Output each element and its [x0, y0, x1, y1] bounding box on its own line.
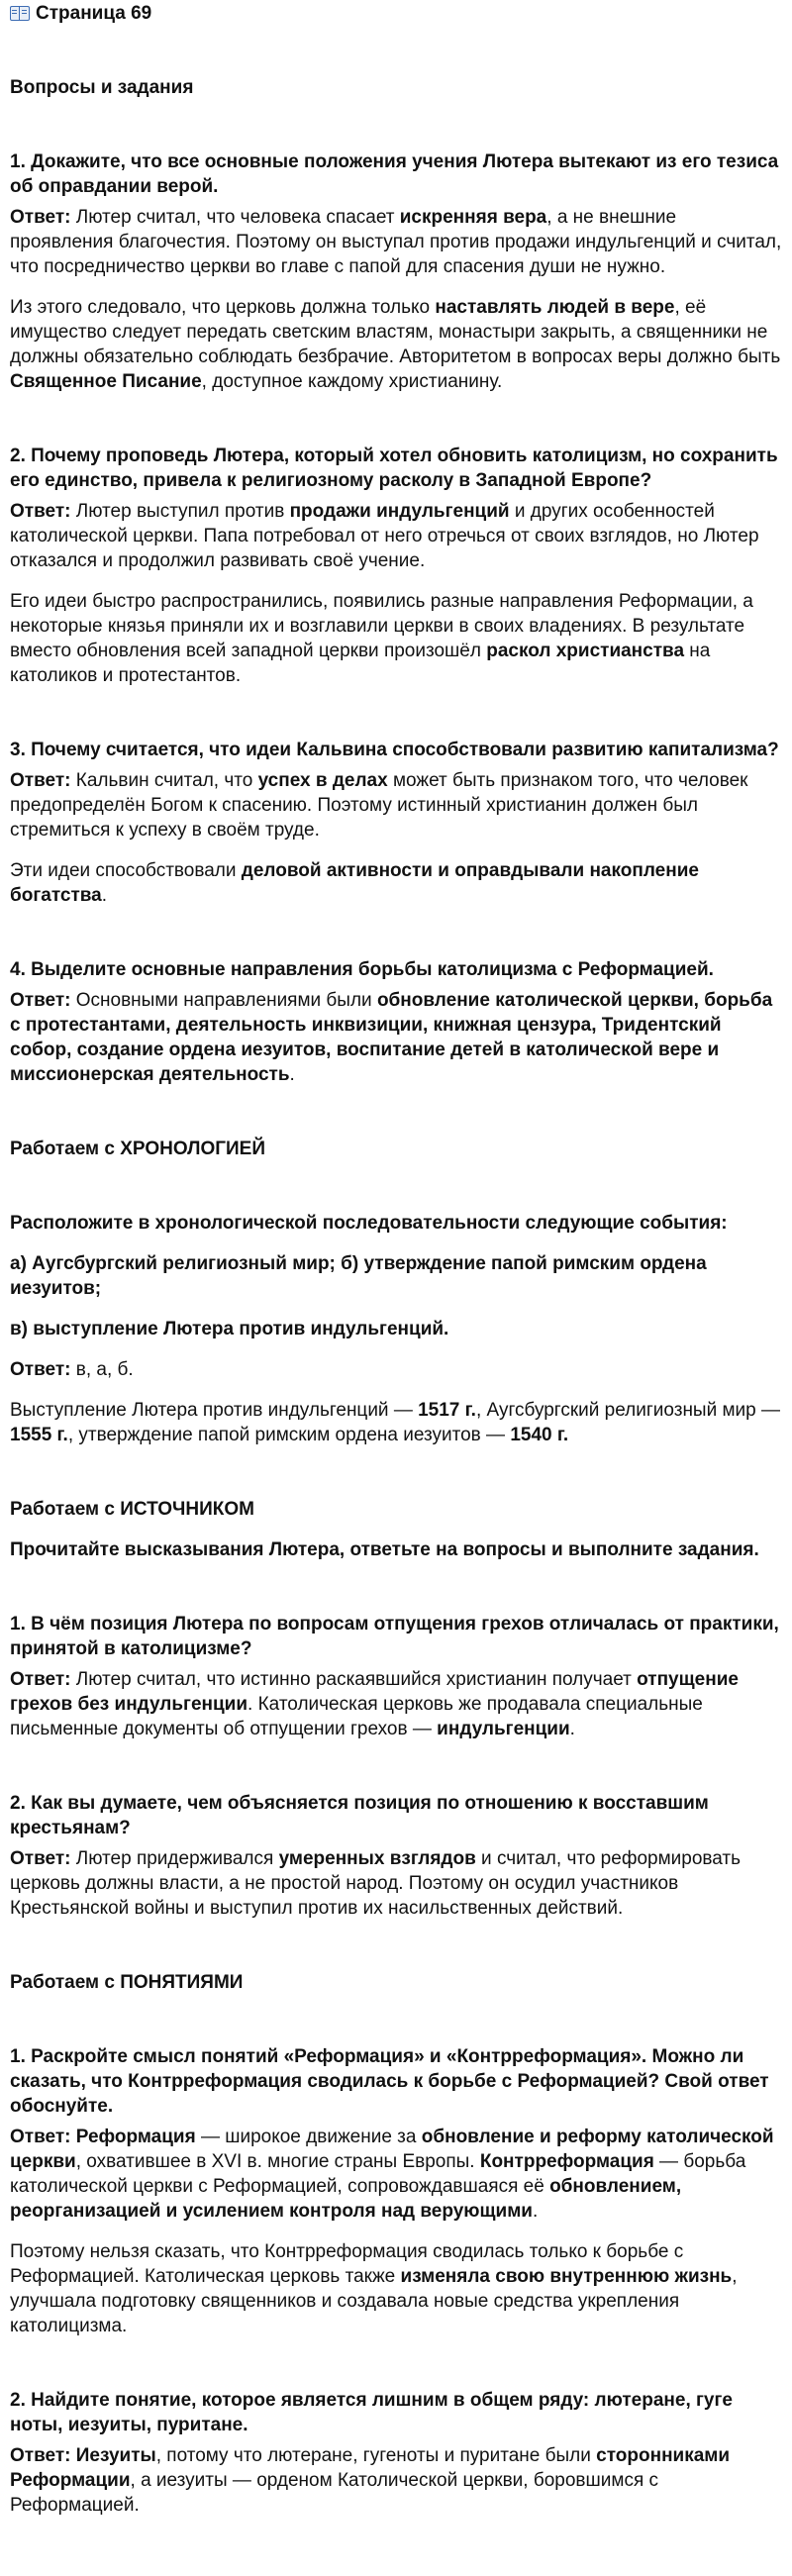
source-task: Прочитайте высказывания Лютера, ответьте на вопросы и выполните задания. [10, 1539, 759, 1560]
concepts-answer-1-p2: Поэтому нельзя сказать, что Контрреформация сводилась только к борьбе с Реформацией. Католическая церковь также изменяла свою внутреннюю жизнь, улучшала подготовку священников и создавала новые средства укрепления католицизма. [10, 2241, 738, 2336]
book-icon [10, 5, 30, 21]
chronology-task: Расположите в хронологической последовательности следующие события: [10, 1213, 728, 1234]
source-answer-2: Ответ: Лютер придерживался умеренных взглядов и считал, что реформировать церковь должны власти, а не простой народ. Поэтому он осудил участников Крестьянской войны и выступил против их насильственных действий. [10, 1848, 742, 1919]
answer-label: Ответ: [10, 207, 71, 228]
chronology-answer: Ответ: в, а, б. [10, 1359, 134, 1380]
answer-label: Ответ: [10, 2445, 71, 2466]
source-question-2: 2. Как вы думаете, чем объясняется позиция по отношению к восставшим крестьянам? [10, 1793, 709, 1838]
source-answer-1: Ответ: Лютер считал, что истинно раскаявшийся христианин получает отпущение грехов без индульгенции. Католическая церковь же продавала специальные письменные документы об отпущении грехов — индульгенции. [10, 1669, 739, 1739]
answer-1-p2: Из этого следовало, что церковь должна только наставлять людей в вере, её имущество следует передать светским властям, монастыри закрыть, а священники не должны обязательно соблюдать безбрачие. Авторитетом в вопросах веры должно быть Священное Писание, доступное каждому христианину. [10, 297, 781, 392]
section-title-source: Работаем с ИСТОЧНИКОМ [10, 1499, 254, 1520]
answer-label: Ответ: [10, 990, 71, 1011]
answer-label: Ответ: [10, 501, 71, 522]
answer-4-p1: Ответ: Основными направлениями были обновление католической церкви, борьба с протестантами, деятельность инквизиции, книжная цензура, Тридентский собор, создание ордена иезуитов, воспитание детей в католической вере и миссионерская деятельность. [10, 990, 773, 1085]
answer-2-p1: Ответ: Лютер выступил против продажи индульгенций и других особенностей католической церкви. Папа потребовал от него отречься от своих взглядов, но Лютер отказался и продолжил развивать своё учение. [10, 501, 759, 571]
concepts-answer-2: Ответ: Иезуиты, потому что лютеране, гугеноты и пуритане были сторонниками Реформации, а иезуиты — орденом Католической церкви, боровшимся с Реформацией. [10, 2445, 731, 2516]
answer-3-p1: Ответ: Кальвин считал, что успех в делах может быть признаком того, что человек предопределён Богом к спасению. Поэтому истинный христианин должен был стремиться к успеху в своём труде. [10, 770, 748, 841]
concepts-answer-1-p1: Ответ: Реформация — широкое движение за обновление и реформу католической церкви, охватившее в XVI в. многие страны Европы. Контрреформация — борьба католической церкви с Реформацией, сопровождавшаяся её обновлением, реорганизацией и усилением контроля над верующими. [10, 2127, 774, 2222]
section-title-questions: Вопросы и задания [10, 77, 194, 98]
answer-3-p2: Эти идеи способствовали деловой активности и оправдывали накопление богатства. [10, 860, 699, 906]
concepts-question-2: 2. Найдите понятие, которое является лишним в общем ряду: лютеране, гуге ноты, иезуиты, пуритане. [10, 2390, 733, 2435]
answer-2-p2: Его идеи быстро распространились, появились разные направления Реформации, а некоторые князья приняли их и возглавили церкви в своих владениях. В результате вместо обновления всей западной церкви произошёл раскол христианства на католиков и протестантов. [10, 591, 753, 686]
chronology-detail: Выступление Лютера против индульгенций — 1517 г., Аугсбургский религиозный мир — 1555 г., утверждение папой римским ордена иезуитов — 1540 г. [10, 1400, 781, 1445]
page-title: Страница 69 [36, 2, 152, 24]
chronology-items-ab: а) Аугсбургский религиозный мир; б) утверждение папой римским ордена иезуитов; [10, 1253, 707, 1299]
answer-label: Ответ: [10, 1848, 71, 1869]
answer-label: Ответ: [10, 2127, 71, 2147]
question-1: 1. Докажите, что все основные положения учения Лютера вытекают из его тезиса об оправдании верой. [10, 151, 779, 197]
question-2: 2. Почему проповедь Лютера, который хотел обновить католицизм, но сохранить его единство, привела к религиозному расколу в Западной Европе? [10, 446, 778, 491]
answer-label: Ответ: [10, 1669, 71, 1690]
question-3: 3. Почему считается, что идеи Кальвина способствовали развитию капитализма? [10, 740, 779, 760]
page-header [10, 0, 782, 26]
section-title-concepts: Работаем с ПОНЯТИЯМИ [10, 1972, 244, 1993]
source-question-1: 1. В чём позиция Лютера по вопросам отпущения грехов отличалась от практики, принятой в католицизме? [10, 1614, 779, 1659]
section-title-chronology: Работаем с ХРОНОЛОГИЕЙ [10, 1139, 265, 1159]
chronology-item-c: в) выступление Лютера против индульгенций. [10, 1319, 449, 1339]
answer-1-p1: Ответ: Лютер считал, что человека спасает искренняя вера, а не внешние проявления благочестия. Поэтому он выступал против продажи индульгенций и считал, что посредничество церкви во главе с папой для спасения души не нужно. [10, 207, 782, 277]
answer-label: Ответ: [10, 770, 71, 791]
question-4: 4. Выделите основные направления борьбы католицизма с Реформацией. [10, 959, 714, 980]
answer-label: Ответ: [10, 1359, 71, 1380]
concepts-question-1: 1. Раскройте смысл понятий «Реформация» и «Контрреформация». Можно ли сказать, что Контрреформация сводилась к борьбе с Реформацией? Свой ответ обоснуйте. [10, 2046, 769, 2117]
